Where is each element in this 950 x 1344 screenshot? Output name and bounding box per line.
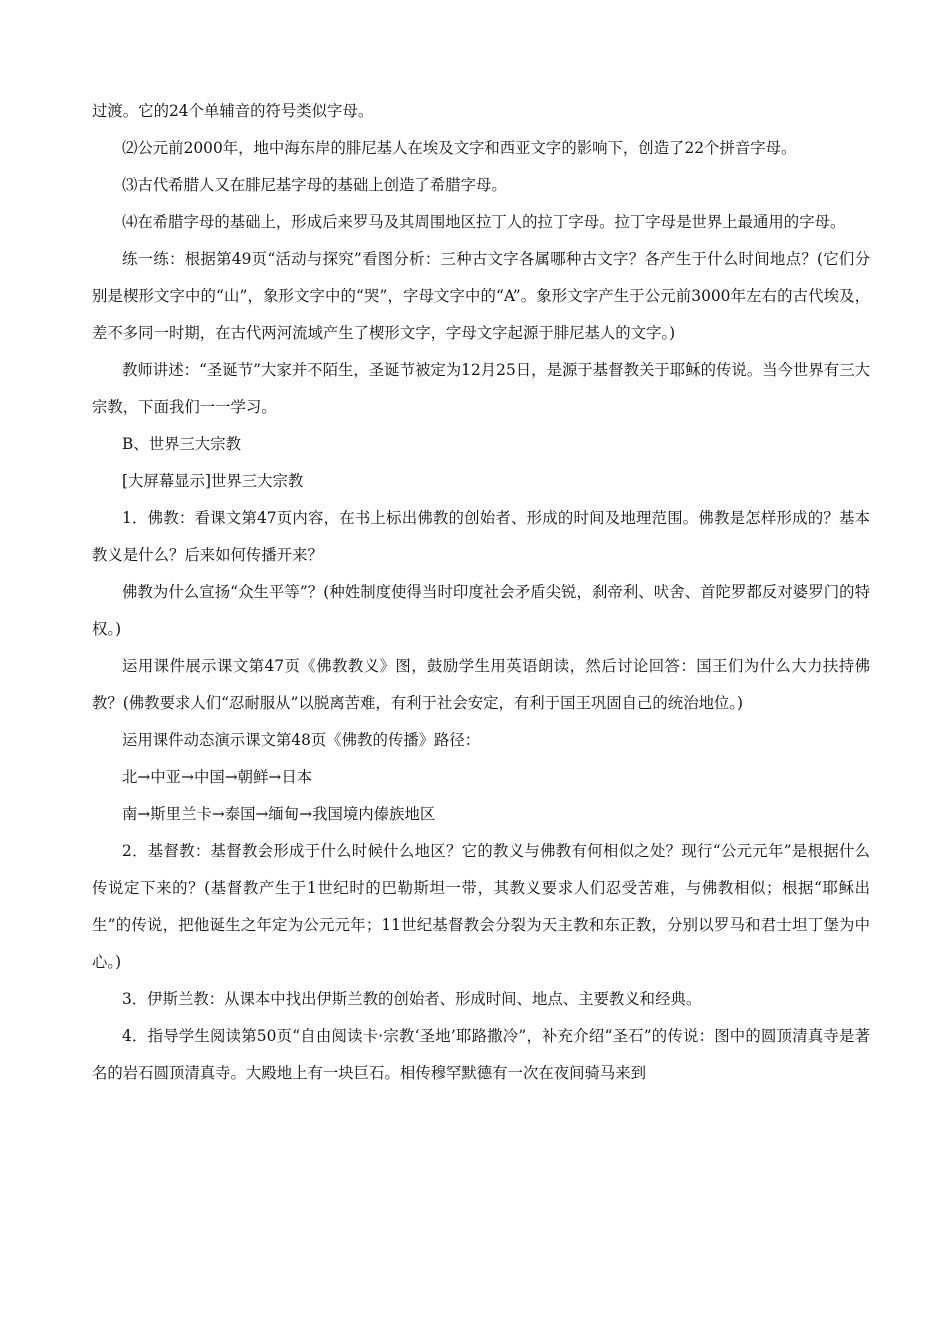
paragraph-screen-display: [大屏幕显示]世界三大宗教 [122,472,304,490]
route-south: 南→斯里兰卡→泰国→缅甸→我国境内傣族地区 [122,805,436,823]
paragraph-buddhism-spread: 运用课件动态演示课文第48页《佛教的传播》路径： [122,731,481,749]
paragraph-exercise: 练一练：根据第49页“活动与探究”看图分析：三种古文字各属哪种古文字？各产生于什么时间地点？(它们分别是楔形文字中的“山”，象形文字中的“哭”，字母文字中的“A”。象形文字产生于公元前3000年左右的古代埃及，差不多同一时期，在古代两河流域产生了楔形文字，字母文字起源于腓尼基人的文字。) [92,250,870,342]
paragraph-christianity: 2．基督教：基督教会形成于什么时候什么地区？它的教义与佛教有何相似之处？现行“公元元年”是根据什么传说定下来的？(基督教产生于1世纪时的巴勒斯坦一带，其教义要求人们忍受苦难，与佛教相似；根据“耶稣出生”的传说，把他诞生之年定为公元元年；11世纪基督教会分裂为天主教和东正教，分别以罗马和君士坦丁堡为中心。) [92,842,870,971]
section-heading-religions: B、世界三大宗教 [122,435,242,453]
paragraph-jerusalem: 4．指导学生阅读第50页“自由阅读卡·宗教‘圣地’耶路撒冷”，补充介绍“圣石”的传说：图中的圆顶清真寺是著名的岩石圆顶清真寺。大殿地上有一块巨石。相传穆罕默德有一次在夜间骑马来到 [92,1027,870,1082]
paragraph-latin-alphabet: ⑷在希腊字母的基础上，形成后来罗马及其周围地区拉丁人的拉丁字母。拉丁字母是世界上最通用的字母。 [122,213,846,231]
paragraph-phoenician-alphabet: ⑵公元前2000年，地中海东岸的腓尼基人在埃及文字和西亚文字的影响下，创造了22个拼音字母。 [122,139,797,157]
paragraph-teacher-narration: 教师讲述：“圣诞节”大家并不陌生，圣诞节被定为12月25日，是源于基督教关于耶稣的传说。当今世界有三大宗教，下面我们一一学习。 [92,361,870,416]
paragraph-buddhism: 1．佛教：看课文第47页内容，在书上标出佛教的创始者、形成的时间及地理范围。佛教是怎样形成的？基本教义是什么？后来如何传播开来？ [92,509,870,564]
route-north: 北→中亚→中国→朝鲜→日本 [122,768,313,786]
paragraph-greek-alphabet: ⑶古代希腊人又在腓尼基字母的基础上创造了希腊字母。 [122,176,507,194]
paragraph-continuation: 过渡。它的24个单辅音的符号类似字母。 [92,102,374,120]
paragraph-buddhism-equality: 佛教为什么宣扬“众生平等”？(种姓制度使得当时印度社会矛盾尖锐，刹帝利、吠舍、首陀罗都反对婆罗门的特权。) [92,583,870,638]
paragraph-islam: 3．伊斯兰教：从课本中找出伊斯兰教的创始者、形成时间、地点、主要教义和经典。 [122,990,702,1008]
paragraph-buddhism-doctrine: 运用课件展示课文第47页《佛教教义》图，鼓励学生用英语朗读，然后讨论回答：国王们为什么大力扶持佛教？(佛教要求人们“忍耐服从”以脱离苦难，有利于社会安定，有利于国王巩固自己的统治地位。) [92,657,870,712]
document-body [92,93,870,1092]
